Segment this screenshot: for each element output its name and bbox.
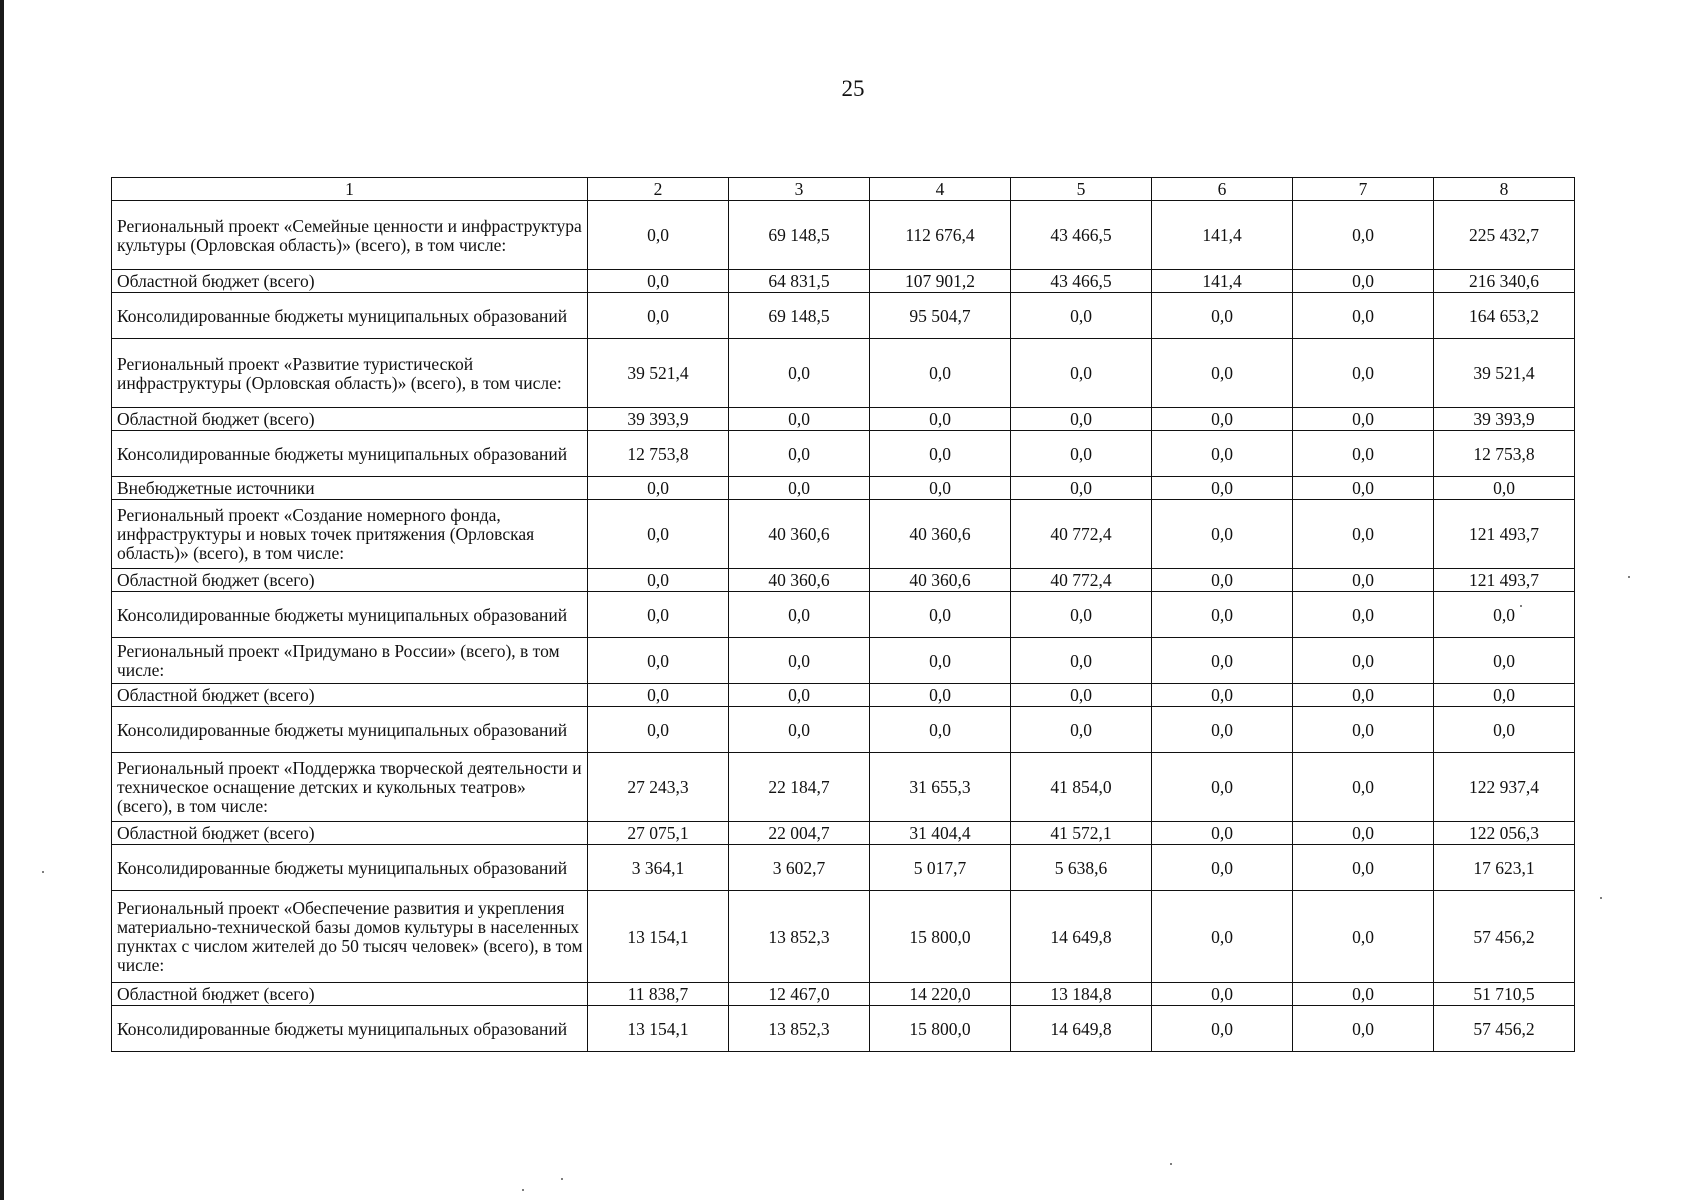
- value-cell: 13 154,1: [588, 891, 729, 983]
- value-cell: 0,0: [588, 569, 729, 592]
- page-number: 25: [841, 76, 865, 101]
- value-cell: 13 154,1: [588, 1006, 729, 1052]
- table-row: [112, 500, 1575, 569]
- column-number-cell: 5: [1011, 178, 1152, 201]
- row-name-cell: Региональный проект «Придумано в России» (всего), в том числе:: [112, 638, 588, 684]
- budget-table-body: [112, 178, 1575, 1052]
- table-row: [112, 638, 1575, 684]
- value-cell: 31 404,4: [870, 822, 1011, 845]
- value-cell: 43 466,5: [1011, 270, 1152, 293]
- row-name-cell: Региональный проект «Обеспечение развития и укрепления материально-технической базы домов культуры в населенных пунктах с числом жителей до 50 тысяч человек» (всего), в том числе:: [112, 891, 588, 983]
- table-row: [112, 270, 1575, 293]
- value-cell: 14 649,8: [1011, 1006, 1152, 1052]
- value-cell: 0,0: [1293, 500, 1434, 569]
- value-cell: 0,0: [1293, 684, 1434, 707]
- column-number-cell: 4: [870, 178, 1011, 201]
- value-cell: 0,0: [1011, 707, 1152, 753]
- value-cell: 0,0: [1434, 684, 1575, 707]
- value-cell: 216 340,6: [1434, 270, 1575, 293]
- value-cell: 40 772,4: [1011, 500, 1152, 569]
- value-cell: 0,0: [588, 293, 729, 339]
- value-cell: 0,0: [1152, 707, 1293, 753]
- value-cell: 0,0: [1293, 592, 1434, 638]
- value-cell: 15 800,0: [870, 1006, 1011, 1052]
- value-cell: 122 937,4: [1434, 753, 1575, 822]
- value-cell: 22 184,7: [729, 753, 870, 822]
- table-row: [112, 891, 1575, 983]
- row-name-cell: Областной бюджет (всего): [112, 270, 588, 293]
- value-cell: 39 521,4: [588, 339, 729, 408]
- value-cell: 0,0: [1011, 592, 1152, 638]
- table-row: [112, 569, 1575, 592]
- value-cell: 0,0: [729, 408, 870, 431]
- value-cell: 0,0: [1152, 339, 1293, 408]
- value-cell: 0,0: [870, 638, 1011, 684]
- table-row: [112, 408, 1575, 431]
- row-name-cell: Областной бюджет (всего): [112, 684, 588, 707]
- value-cell: 0,0: [1434, 592, 1575, 638]
- row-name-cell: Областной бюджет (всего): [112, 569, 588, 592]
- value-cell: 0,0: [870, 408, 1011, 431]
- value-cell: 225 432,7: [1434, 201, 1575, 270]
- scan-speck: [42, 871, 44, 873]
- value-cell: 0,0: [1152, 477, 1293, 500]
- value-cell: 40 360,6: [870, 569, 1011, 592]
- table-row: [112, 201, 1575, 270]
- column-number-cell: 3: [729, 178, 870, 201]
- value-cell: 27 243,3: [588, 753, 729, 822]
- value-cell: 0,0: [870, 339, 1011, 408]
- scan-speck: [561, 1178, 563, 1180]
- value-cell: 121 493,7: [1434, 569, 1575, 592]
- row-name-cell: Региональный проект «Создание номерного фонда, инфраструктуры и новых точек притяжения (Орловская область)» (всего), в том числе:: [112, 500, 588, 569]
- value-cell: 41 572,1: [1011, 822, 1152, 845]
- value-cell: 0,0: [729, 431, 870, 477]
- table-row: [112, 684, 1575, 707]
- value-cell: 0,0: [1011, 293, 1152, 339]
- value-cell: 0,0: [729, 477, 870, 500]
- table-row: [112, 293, 1575, 339]
- value-cell: 0,0: [588, 477, 729, 500]
- value-cell: 13 184,8: [1011, 983, 1152, 1006]
- value-cell: 3 602,7: [729, 845, 870, 891]
- value-cell: 17 623,1: [1434, 845, 1575, 891]
- value-cell: 40 360,6: [729, 569, 870, 592]
- value-cell: 0,0: [588, 592, 729, 638]
- row-name-cell: Консолидированные бюджеты муниципальных образований: [112, 1006, 588, 1052]
- table-row: [112, 753, 1575, 822]
- budget-table: [111, 177, 1575, 1052]
- value-cell: 0,0: [588, 270, 729, 293]
- value-cell: 0,0: [1293, 638, 1434, 684]
- value-cell: 107 901,2: [870, 270, 1011, 293]
- value-cell: 0,0: [588, 684, 729, 707]
- column-number-cell: 1: [112, 178, 588, 201]
- value-cell: 0,0: [1293, 891, 1434, 983]
- value-cell: 39 521,4: [1434, 339, 1575, 408]
- value-cell: 69 148,5: [729, 293, 870, 339]
- column-number-cell: 7: [1293, 178, 1434, 201]
- scan-speck: [1600, 897, 1602, 899]
- value-cell: 41 854,0: [1011, 753, 1152, 822]
- value-cell: 0,0: [1293, 293, 1434, 339]
- value-cell: 0,0: [729, 638, 870, 684]
- value-cell: 0,0: [1293, 270, 1434, 293]
- value-cell: 0,0: [1011, 638, 1152, 684]
- value-cell: 0,0: [588, 201, 729, 270]
- value-cell: 0,0: [588, 638, 729, 684]
- row-name-cell: Региональный проект «Семейные ценности и инфраструктура культуры (Орловская область)» (всего), в том числе:: [112, 201, 588, 270]
- value-cell: 69 148,5: [729, 201, 870, 270]
- value-cell: 0,0: [1152, 891, 1293, 983]
- value-cell: 0,0: [870, 684, 1011, 707]
- value-cell: 0,0: [1434, 638, 1575, 684]
- value-cell: 43 466,5: [1011, 201, 1152, 270]
- value-cell: 31 655,3: [870, 753, 1011, 822]
- table-row: [112, 477, 1575, 500]
- scan-left-edge: [0, 0, 4, 1200]
- row-name-cell: Областной бюджет (всего): [112, 822, 588, 845]
- value-cell: 0,0: [1152, 638, 1293, 684]
- value-cell: 0,0: [1011, 408, 1152, 431]
- value-cell: 57 456,2: [1434, 891, 1575, 983]
- row-name-cell: Консолидированные бюджеты муниципальных образований: [112, 293, 588, 339]
- value-cell: 0,0: [1152, 684, 1293, 707]
- value-cell: 0,0: [588, 707, 729, 753]
- row-name-cell: Консолидированные бюджеты муниципальных образований: [112, 707, 588, 753]
- scan-speck: [1520, 605, 1522, 607]
- table-row: [112, 845, 1575, 891]
- value-cell: 121 493,7: [1434, 500, 1575, 569]
- value-cell: 12 753,8: [588, 431, 729, 477]
- value-cell: 12 753,8: [1434, 431, 1575, 477]
- value-cell: 3 364,1: [588, 845, 729, 891]
- value-cell: 0,0: [1152, 592, 1293, 638]
- column-number-row: [112, 178, 1575, 201]
- value-cell: 22 004,7: [729, 822, 870, 845]
- value-cell: 40 360,6: [729, 500, 870, 569]
- row-name-cell: Консолидированные бюджеты муниципальных образований: [112, 845, 588, 891]
- value-cell: 0,0: [870, 592, 1011, 638]
- value-cell: 0,0: [870, 431, 1011, 477]
- value-cell: 0,0: [1293, 339, 1434, 408]
- value-cell: 0,0: [1293, 753, 1434, 822]
- value-cell: 11 838,7: [588, 983, 729, 1006]
- row-name-cell: Консолидированные бюджеты муниципальных образований: [112, 592, 588, 638]
- column-number-cell: 6: [1152, 178, 1293, 201]
- value-cell: 122 056,3: [1434, 822, 1575, 845]
- value-cell: 141,4: [1152, 270, 1293, 293]
- value-cell: 40 360,6: [870, 500, 1011, 569]
- row-name-cell: Областной бюджет (всего): [112, 408, 588, 431]
- value-cell: 0,0: [1293, 707, 1434, 753]
- value-cell: 0,0: [1293, 845, 1434, 891]
- value-cell: 0,0: [1011, 477, 1152, 500]
- value-cell: 0,0: [1011, 684, 1152, 707]
- column-number-cell: 2: [588, 178, 729, 201]
- value-cell: 13 852,3: [729, 1006, 870, 1052]
- value-cell: 0,0: [1293, 983, 1434, 1006]
- table-row: [112, 592, 1575, 638]
- value-cell: 0,0: [1293, 431, 1434, 477]
- value-cell: 15 800,0: [870, 891, 1011, 983]
- value-cell: 0,0: [1152, 822, 1293, 845]
- value-cell: 0,0: [1152, 431, 1293, 477]
- table-row: [112, 1006, 1575, 1052]
- column-number-cell: 8: [1434, 178, 1575, 201]
- value-cell: 0,0: [1293, 477, 1434, 500]
- row-name-cell: Внебюджетные источники: [112, 477, 588, 500]
- value-cell: 12 467,0: [729, 983, 870, 1006]
- table-row: [112, 339, 1575, 408]
- value-cell: 0,0: [1152, 845, 1293, 891]
- value-cell: 112 676,4: [870, 201, 1011, 270]
- table-row: [112, 431, 1575, 477]
- value-cell: 0,0: [1152, 753, 1293, 822]
- value-cell: 40 772,4: [1011, 569, 1152, 592]
- value-cell: 0,0: [1434, 707, 1575, 753]
- value-cell: 0,0: [1152, 293, 1293, 339]
- table-row: [112, 707, 1575, 753]
- value-cell: 14 649,8: [1011, 891, 1152, 983]
- value-cell: 95 504,7: [870, 293, 1011, 339]
- value-cell: 64 831,5: [729, 270, 870, 293]
- table-row: [112, 983, 1575, 1006]
- scan-speck: [1628, 576, 1630, 578]
- value-cell: 141,4: [1152, 201, 1293, 270]
- value-cell: 57 456,2: [1434, 1006, 1575, 1052]
- row-name-cell: Консолидированные бюджеты муниципальных образований: [112, 431, 588, 477]
- value-cell: 0,0: [729, 592, 870, 638]
- value-cell: 0,0: [729, 339, 870, 408]
- value-cell: 0,0: [1011, 339, 1152, 408]
- value-cell: 0,0: [1152, 983, 1293, 1006]
- value-cell: 51 710,5: [1434, 983, 1575, 1006]
- table-row: [112, 822, 1575, 845]
- value-cell: 0,0: [870, 707, 1011, 753]
- value-cell: 39 393,9: [1434, 408, 1575, 431]
- value-cell: 0,0: [870, 477, 1011, 500]
- value-cell: 0,0: [1293, 822, 1434, 845]
- value-cell: 14 220,0: [870, 983, 1011, 1006]
- value-cell: 0,0: [1011, 431, 1152, 477]
- scan-speck: [522, 1189, 524, 1191]
- value-cell: 0,0: [1293, 569, 1434, 592]
- value-cell: 0,0: [1293, 408, 1434, 431]
- value-cell: 0,0: [1152, 408, 1293, 431]
- value-cell: 5 638,6: [1011, 845, 1152, 891]
- value-cell: 39 393,9: [588, 408, 729, 431]
- value-cell: 0,0: [588, 500, 729, 569]
- value-cell: 164 653,2: [1434, 293, 1575, 339]
- row-name-cell: Региональный проект «Поддержка творческой деятельности и техническое оснащение детских и кукольных театров» (всего), в том числе:: [112, 753, 588, 822]
- row-name-cell: Региональный проект «Развитие туристической инфраструктуры (Орловская область)» (всего), в том числе:: [112, 339, 588, 408]
- value-cell: 0,0: [1293, 1006, 1434, 1052]
- row-name-cell: Областной бюджет (всего): [112, 983, 588, 1006]
- value-cell: 0,0: [1152, 500, 1293, 569]
- value-cell: 5 017,7: [870, 845, 1011, 891]
- value-cell: 0,0: [1434, 477, 1575, 500]
- value-cell: 0,0: [729, 707, 870, 753]
- value-cell: 27 075,1: [588, 822, 729, 845]
- value-cell: 13 852,3: [729, 891, 870, 983]
- value-cell: 0,0: [729, 684, 870, 707]
- value-cell: 0,0: [1293, 201, 1434, 270]
- value-cell: 0,0: [1152, 569, 1293, 592]
- value-cell: 0,0: [1152, 1006, 1293, 1052]
- scan-speck: [1170, 1163, 1172, 1165]
